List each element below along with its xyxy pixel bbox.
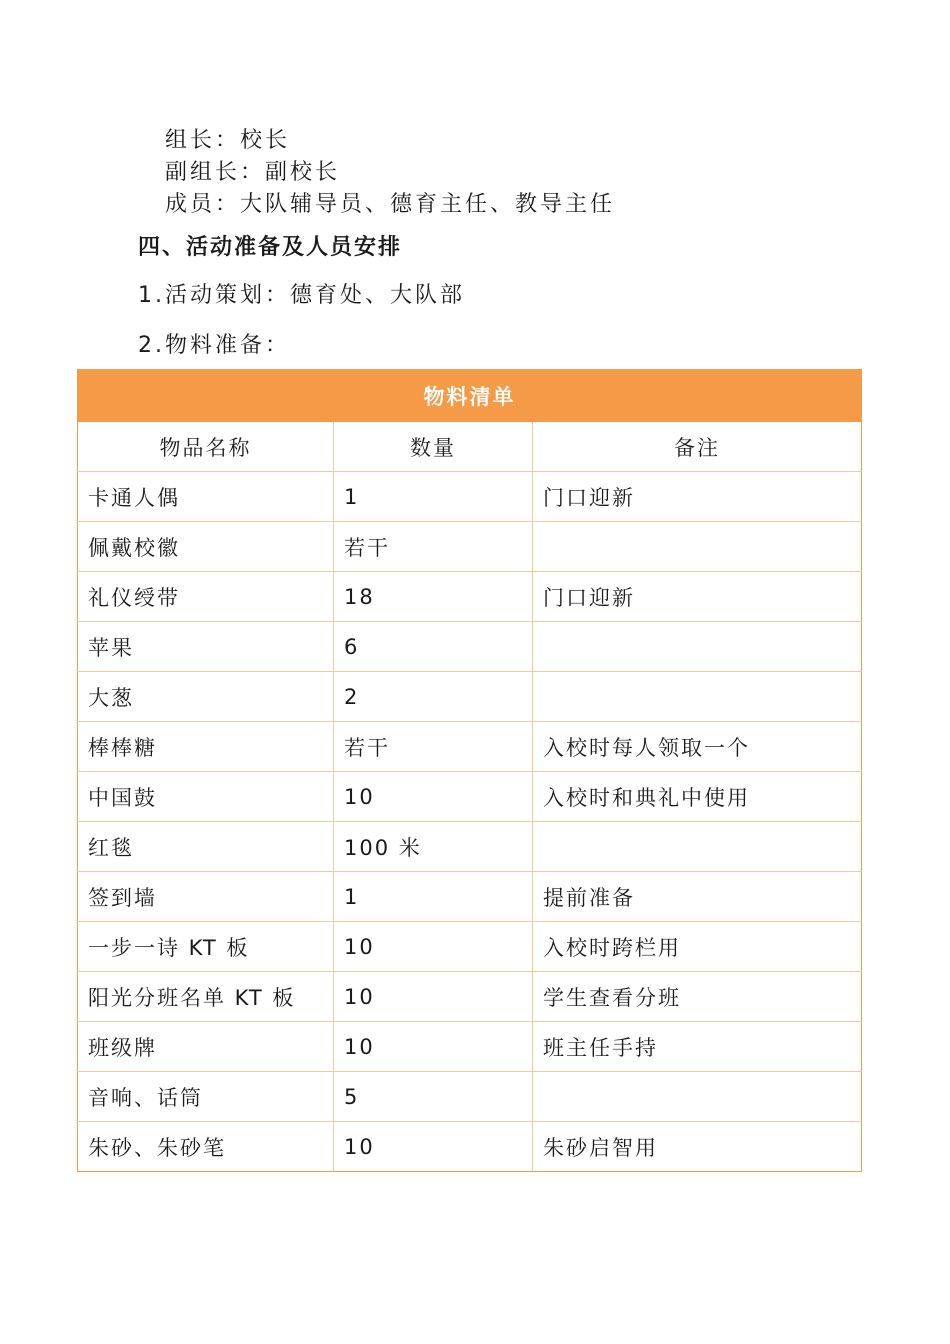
table-row	[78, 1072, 862, 1122]
cell-quantity: 1	[334, 472, 533, 522]
cell-item-name: 签到墙	[78, 872, 334, 922]
table-row	[78, 622, 862, 672]
cell-quantity: 10	[334, 922, 533, 972]
item-materials: 2.物料准备：	[138, 333, 290, 358]
cell-item-name: 卡通人偶	[78, 472, 334, 522]
table-row	[78, 1122, 862, 1172]
cell-note: 班主任手持	[533, 1022, 862, 1072]
cell-note	[533, 522, 862, 572]
cell-quantity: 10	[334, 972, 533, 1022]
table-title-row	[78, 370, 862, 422]
cell-quantity: 10	[334, 1122, 533, 1172]
cell-note: 门口迎新	[533, 472, 862, 522]
table-row	[78, 472, 862, 522]
committee-deputy: 副组长：副校长	[165, 160, 341, 185]
materials-table	[77, 369, 862, 1172]
cell-quantity: 若干	[334, 722, 533, 772]
cell-item-name: 大葱	[78, 672, 334, 722]
cell-item-name: 佩戴校徽	[78, 522, 334, 572]
cell-quantity: 5	[334, 1072, 533, 1122]
cell-quantity: 18	[334, 572, 533, 622]
cell-quantity: 10	[334, 1022, 533, 1072]
cell-item-name: 中国鼓	[78, 772, 334, 822]
cell-note: 入校时跨栏用	[533, 922, 862, 972]
table-row	[78, 822, 862, 872]
table-row	[78, 872, 862, 922]
header-note: 备注	[533, 422, 862, 472]
cell-quantity: 100 米	[334, 822, 533, 872]
cell-item-name: 阳光分班名单 KT 板	[78, 972, 334, 1022]
cell-note: 入校时每人领取一个	[533, 722, 862, 772]
committee-leader: 组长：校长	[165, 128, 291, 153]
table-row	[78, 722, 862, 772]
table-row	[78, 1022, 862, 1072]
cell-item-name: 音响、话筒	[78, 1072, 334, 1122]
cell-note: 提前准备	[533, 872, 862, 922]
cell-item-name: 红毯	[78, 822, 334, 872]
table-row	[78, 672, 862, 722]
cell-note	[533, 822, 862, 872]
cell-note: 入校时和典礼中使用	[533, 772, 862, 822]
cell-note: 学生查看分班	[533, 972, 862, 1022]
cell-item-name: 一步一诗 KT 板	[78, 922, 334, 972]
item-planning: 1.活动策划：德育处、大队部	[138, 283, 465, 308]
cell-item-name: 礼仪绶带	[78, 572, 334, 622]
header-item-name: 物品名称	[78, 422, 334, 472]
table-row	[78, 772, 862, 822]
cell-note	[533, 672, 862, 722]
cell-note: 门口迎新	[533, 572, 862, 622]
cell-note	[533, 1072, 862, 1122]
cell-quantity: 2	[334, 672, 533, 722]
cell-item-name: 班级牌	[78, 1022, 334, 1072]
cell-note: 朱砂启智用	[533, 1122, 862, 1172]
table-row	[78, 522, 862, 572]
table-header-row	[78, 422, 862, 472]
table-title: 物料清单	[78, 370, 862, 422]
header-quantity: 数量	[334, 422, 533, 472]
cell-item-name: 棒棒糖	[78, 722, 334, 772]
cell-item-name: 苹果	[78, 622, 334, 672]
cell-quantity: 6	[334, 622, 533, 672]
cell-quantity: 1	[334, 872, 533, 922]
cell-quantity: 10	[334, 772, 533, 822]
table-row	[78, 972, 862, 1022]
cell-quantity: 若干	[334, 522, 533, 572]
cell-note	[533, 622, 862, 672]
table-row	[78, 572, 862, 622]
section-heading: 四、活动准备及人员安排	[138, 235, 403, 260]
table-row	[78, 922, 862, 972]
committee-members: 成员：大队辅导员、德育主任、教导主任	[165, 192, 616, 217]
cell-item-name: 朱砂、朱砂笔	[78, 1122, 334, 1172]
